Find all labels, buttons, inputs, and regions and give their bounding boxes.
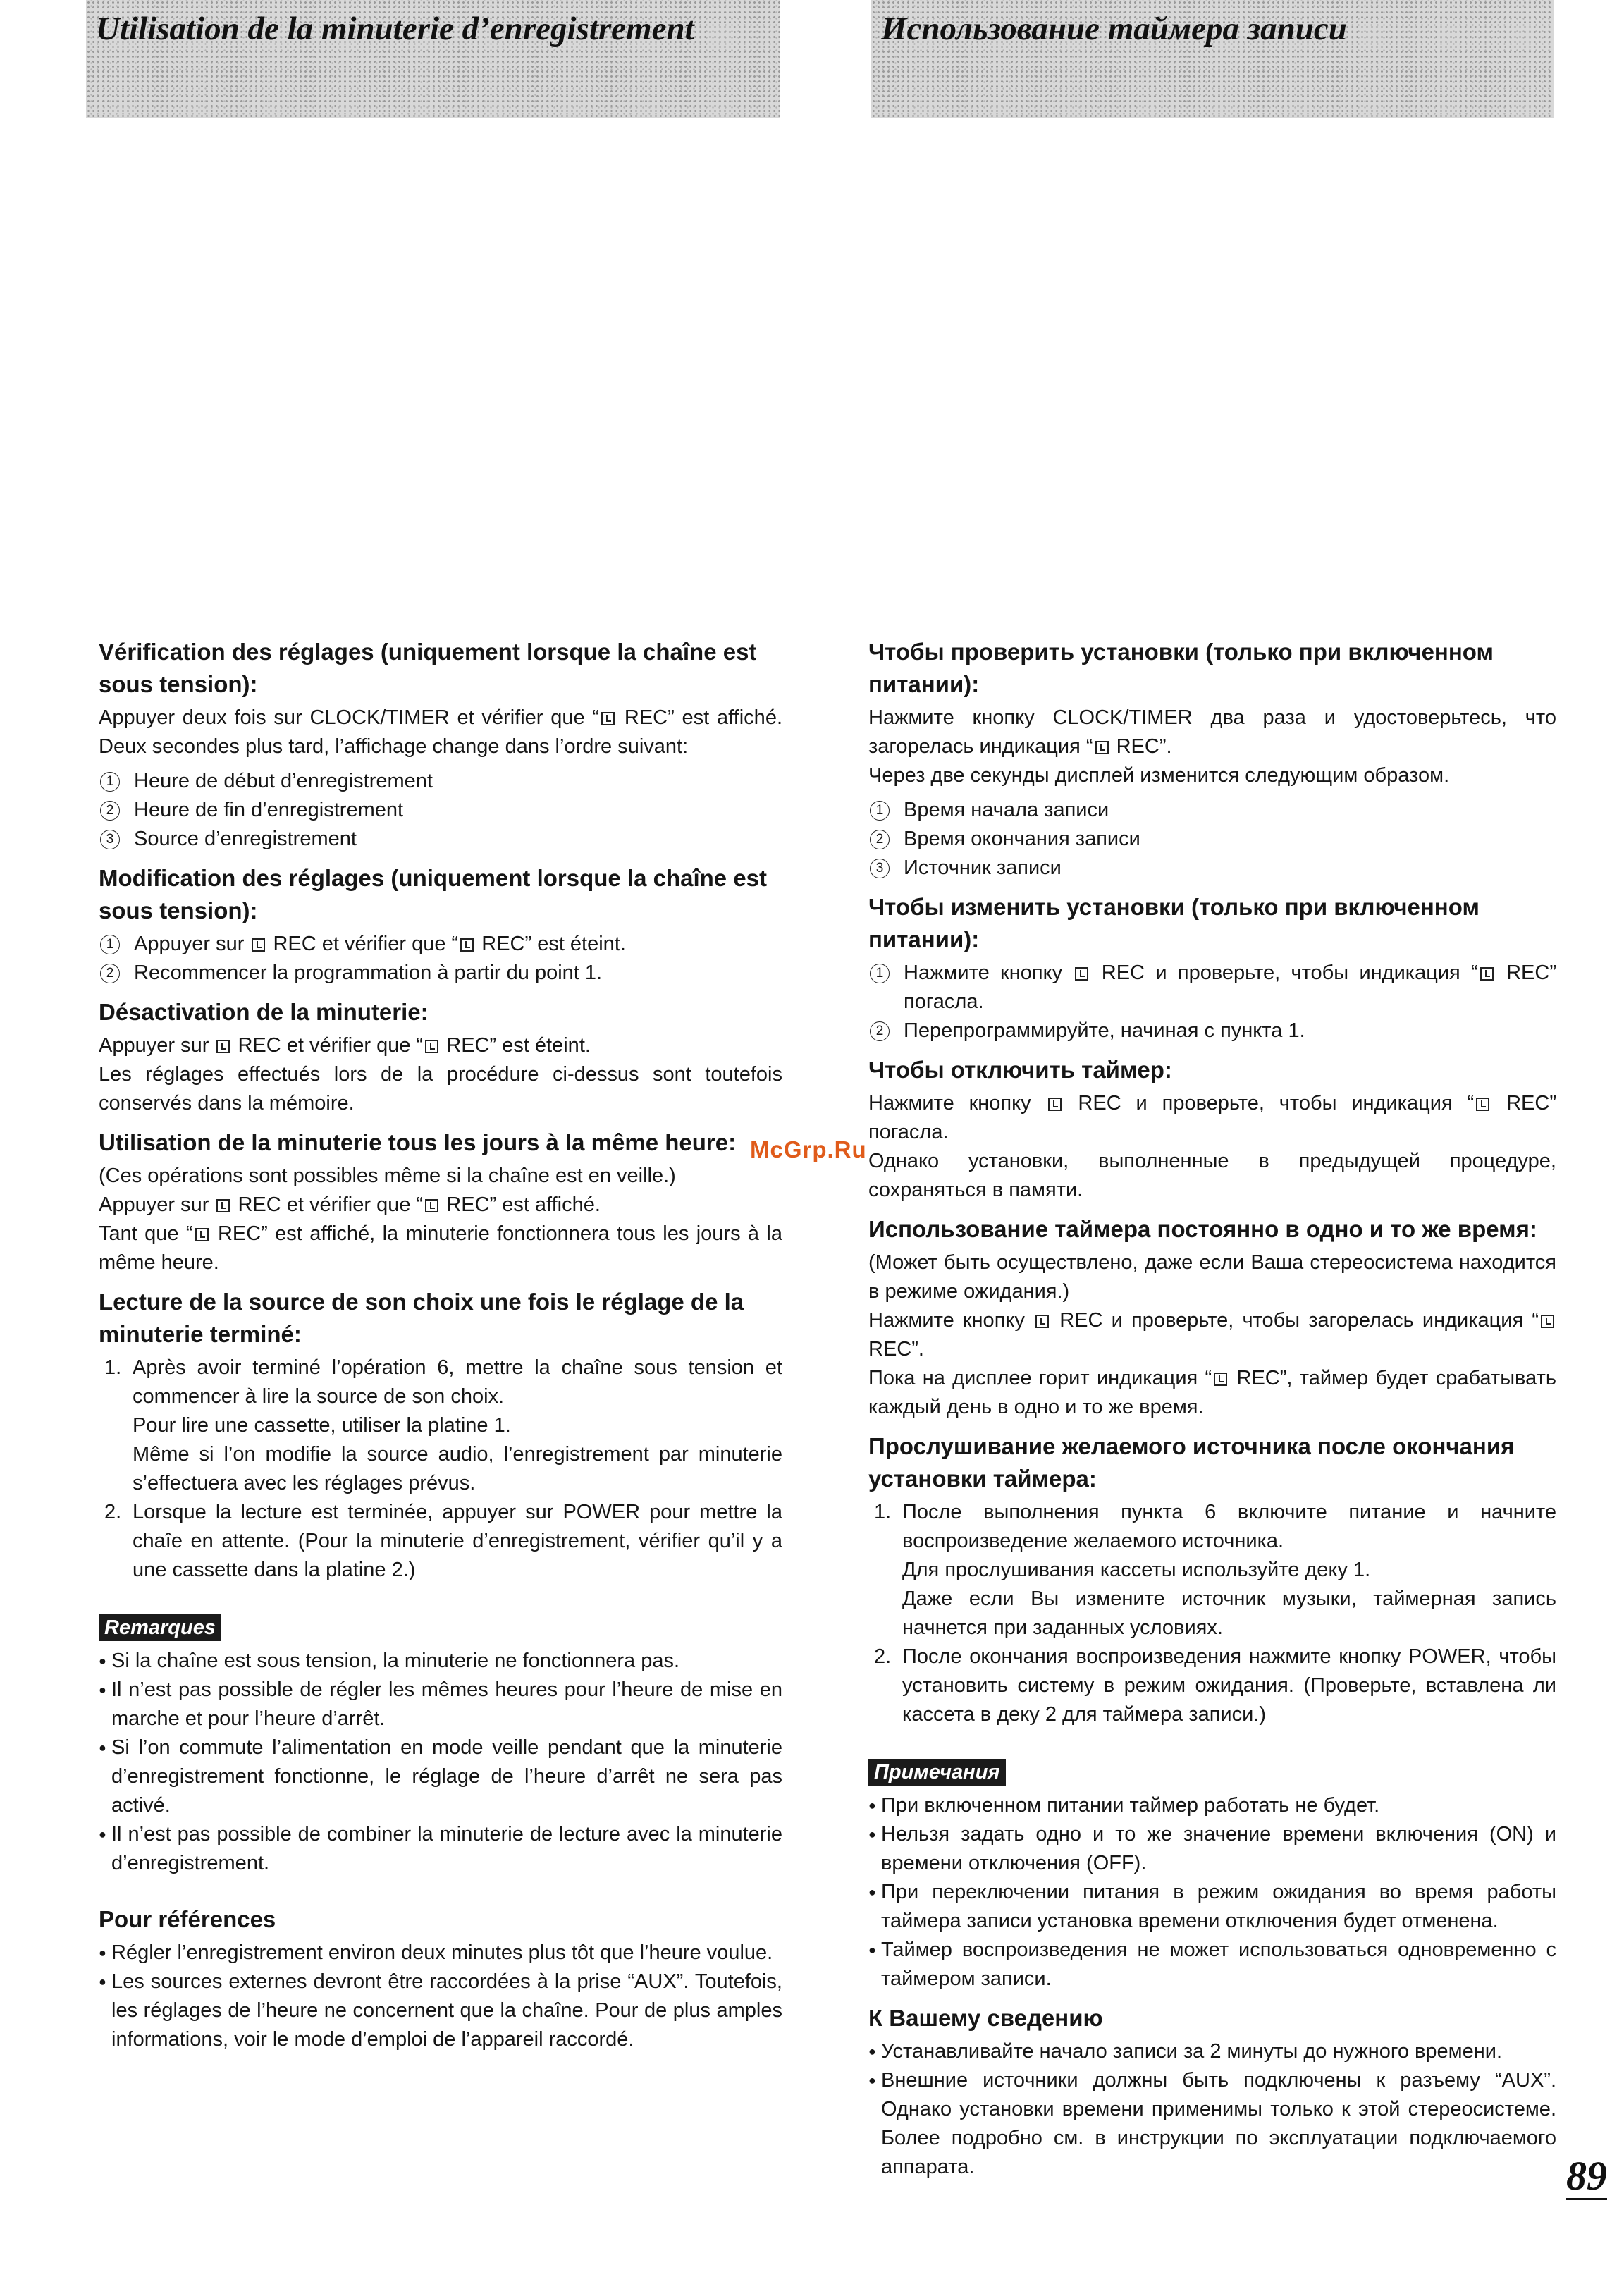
section-title-ru: Использование таймера записи: [881, 11, 1347, 47]
list-item: ● Les sources externes devront être raccordées à la prise “AUX”. Toutefois, les réglages de l’heure ne concernent que la chaîne. Pour de plus amples informations, voir le mode d’emploi de l’appareil raccordé.: [99, 1967, 782, 2054]
fr-modif-heading: Modification des réglages (uniquement lorsque la chaîne est sous tension):: [99, 865, 768, 923]
list-item: 1 Heure de début d’enregistrement: [99, 767, 782, 796]
list-item: 2 Heure de fin d’enregistrement: [99, 796, 782, 825]
list-item: 1 Время начала записи: [868, 796, 1556, 825]
list-item: ● Si la chaîne est sous tension, la minuterie ne fonctionnera pas.: [99, 1647, 782, 1676]
fr-listen-heading: Lecture de la source de son choix une fois le réglage de la minuterie terminé:: [99, 1289, 744, 1347]
fr-listen-list: [99, 1353, 782, 1585]
ru-daily-heading: Использование таймера постоянно в одно и то же время:: [868, 1216, 1537, 1242]
ru-change-heading: Чтобы изменить установки (только при включенном питании):: [868, 894, 1480, 952]
list-item: ● Нельзя задать одно и то же значение времени включения (ON) и времени отключения (OFF).: [868, 1820, 1556, 1878]
section-title-fr: Utilisation de la minuterie d’enregistrement: [96, 11, 694, 47]
ru-ref-heading: К Вашему сведению: [868, 2005, 1103, 2031]
list-item: ● Régler l’enregistrement environ deux minutes plus tôt que l’heure voulue.: [99, 1939, 782, 1967]
fr-verif-list: [99, 767, 782, 854]
fr-notes-label: Remarques: [99, 1614, 221, 1641]
ru-listen-list: [868, 1498, 1556, 1729]
list-item: ● При переключении питания в режим ожидания во время работы таймера записи установка времени отключения будет отменена.: [868, 1878, 1556, 1936]
list-item: 2 Время окончания записи: [868, 825, 1556, 854]
timer-icon: [1035, 1315, 1049, 1328]
header-banner-right: [871, 0, 1554, 118]
timer-icon: [601, 712, 615, 725]
list-item: ● При включенном питании таймер работать не будет.: [868, 1791, 1556, 1820]
ru-verif-heading: Чтобы проверить установки (только при включенном питании):: [868, 639, 1494, 697]
timer-icon: [1214, 1373, 1227, 1386]
russian-column: [868, 636, 1556, 2187]
fr-ref-heading: Pour références: [99, 1906, 276, 1932]
fr-ref-list: [99, 1939, 782, 2054]
timer-icon: [216, 1040, 230, 1053]
timer-icon: [1476, 1098, 1489, 1111]
timer-icon: [1095, 741, 1109, 754]
timer-icon: [252, 938, 265, 952]
list-item: ● Il n’est pas possible de combiner la minuterie de lecture avec la minuterie d’enregistrement.: [99, 1820, 782, 1878]
ru-notes-list: [868, 1791, 1556, 1994]
list-item: 3 Источник записи: [868, 854, 1556, 883]
fr-notes-list: [99, 1647, 782, 1878]
ru-daily-text: (Может быть осуществлено, даже если Ваша стереосистема находится в режиме ожидания.) Нажмите кнопку REC и проверьте, чтобы загорелась индикация “ REC”. Пока на дисплее горит индикация “ REC”, таймер будет срабатывать каждый день в одно и то же время.: [868, 1251, 1557, 1418]
fr-modif-list: [99, 930, 782, 988]
list-item: 1. После выполнения пункта 6 включите питание и начните воспроизведение желаемого источника. Для прослушивания кассеты используйте деку 1. Даже если Вы измените источник музыки, таймерная запись начнется при заданных условиях.: [874, 1501, 1556, 1639]
list-item: ● Внешние источники должны быть подключены к разъему “AUX”. Однако установки времени применимы только к этой стереосистеме. Более подробно см. в инструкции по эксплуатации подключаемого аппарата.: [868, 2066, 1556, 2182]
ru-ref-list: [868, 2037, 1556, 2182]
list-item: 2. Lorsque la lecture est terminée, appuyer sur POWER pour mettre la chaîe en attente. (Pour la minuterie d’enregistrement, vérifier qu’il y a une cassette dans la platine 2.): [104, 1501, 782, 1581]
french-column: [99, 636, 782, 2060]
timer-icon: [195, 1228, 209, 1241]
timer-icon: [1480, 967, 1494, 981]
timer-icon: [1075, 967, 1088, 981]
ru-notes-label: Примечания: [868, 1759, 1006, 1786]
fr-verif-text: Appuyer deux fois sur CLOCK/TIMER et vérifier que “ REC” est affiché. Deux secondes plus tard, l’affichage change dans l’ordre suivant:: [99, 706, 782, 758]
list-item: 2 Recommencer la programmation à partir du point 1.: [99, 959, 782, 988]
list-item: 1 Appuyer sur REC et vérifier que “ REC” est éteint.: [99, 930, 782, 959]
timer-icon: [460, 938, 474, 952]
fr-desact-text: Appuyer sur REC et vérifier que “ REC” est éteint. Les réglages effectués lors de la procédure ci-dessus sont toutefois conservés dans la mémoire.: [99, 1034, 782, 1115]
header-banner-left: [86, 0, 780, 118]
list-item: 3 Source d’enregistrement: [99, 825, 782, 854]
timer-icon: [1541, 1315, 1554, 1328]
ru-verif-list: [868, 796, 1556, 883]
ru-verif-text: Нажмите кнопку CLOCK/TIMER два раза и удостоверьтесь, что загорелась индикация “ REC”. Через две секунды дисплей изменится следующим образом.: [868, 706, 1556, 787]
list-item: 2 Перепрограммируйте, начиная с пункта 1.: [868, 1017, 1556, 1045]
fr-verif-heading: Vérification des réglages (uniquement lorsque la chaîne est sous tension):: [99, 639, 757, 697]
fr-desact-heading: Désactivation de la minuterie:: [99, 999, 429, 1025]
fr-daily-text: (Ces opérations sont possibles même si la chaîne est en veille.) Appuyer sur REC et vérifier que “ REC” est affiché. Tant que “ REC” est affiché, la minuterie fonctionnera tous les jours à la même heure.: [99, 1165, 782, 1274]
list-item: ● Il n’est pas possible de régler les mêmes heures pour l’heure de mise en marche et pour l’heure d’arrêt.: [99, 1676, 782, 1733]
list-item: 2. После окончания воспроизведения нажмите кнопку POWER, чтобы установить систему в режим ожидания. (Проверьте, вставлена ли кассета в деку 2 для таймера записи.): [874, 1645, 1556, 1726]
list-item: ● Таймер воспроизведения не может использоваться одновременно с таймером записи.: [868, 1936, 1556, 1994]
list-item: 1. Après avoir terminé l’opération 6, mettre la chaîne sous tension et commencer à lire la source de son choix. Pour lire une cassette, utiliser la platine 1. Même si l’on modifie la source audio, l’enregistrement par minuterie s’effectuera avec les réglages prévus.: [104, 1356, 782, 1494]
watermark: McGrp.Ru: [750, 1136, 867, 1162]
fr-daily-heading: Utilisation de la minuterie tous les jours à la même heure:: [99, 1129, 737, 1155]
list-item: 1 Нажмите кнопку REC и проверьте, чтобы индикация “ REC” погасла.: [868, 959, 1556, 1017]
ru-change-list: [868, 959, 1556, 1045]
ru-listen-heading: Прослушивание желаемого источника после окончания установки таймера:: [868, 1433, 1515, 1492]
timer-icon: [216, 1199, 230, 1212]
page-number: 89: [1566, 2153, 1607, 2199]
timer-icon: [425, 1040, 438, 1053]
timer-icon: [425, 1199, 438, 1212]
ru-off-text: Нажмите кнопку REC и проверьте, чтобы индикация “ REC” погасла. Однако установки, выполненные в предыдущей процедуре, сохраняться в памяти.: [868, 1092, 1556, 1201]
timer-icon: [1048, 1098, 1062, 1111]
list-item: ● Si l’on commute l’alimentation en mode veille pendant que la minuterie d’enregistrement fonctionne, le réglage de l’heure d’arrêt ne sera pas activé.: [99, 1733, 782, 1820]
ru-off-heading: Чтобы отключить таймер:: [868, 1057, 1172, 1083]
list-item: ● Устанавливайте начало записи за 2 минуты до нужного времени.: [868, 2037, 1556, 2066]
